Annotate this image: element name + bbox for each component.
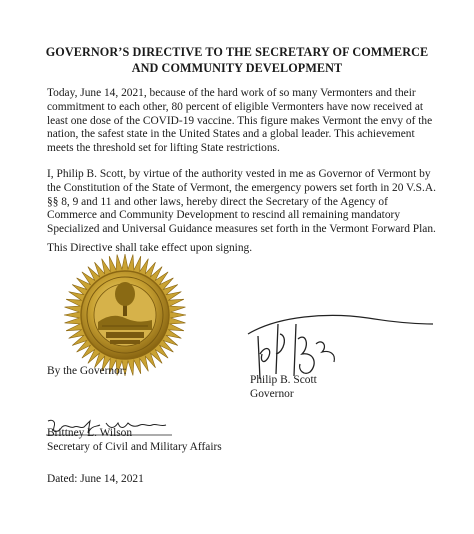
by-the-governor-label: By the Governor: (47, 365, 127, 377)
paragraph-intro: Today, June 14, 2021, because of the hard work of so many Vermonters and their commitment to each other, 80 percent of eligible Vermonters have now received at least one dose of the COVID-19 vaccine. This figure makes Vermont the envy of the nation, the safest state in the United States and a global leader. This achievement meets the threshold set for lifting State restrictions. (47, 87, 433, 155)
document-title (30, 44, 444, 76)
title-line-1: GOVERNOR’S DIRECTIVE TO THE SECRETARY OF COMMERCE (45, 45, 429, 59)
state-seal-icon (62, 252, 188, 378)
paragraph-directive: I, Philip B. Scott, by virtue of the authority vested in me as Governor of Vermont by the Constitution of the State of Vermont, the emergency powers set forth in 20 V.S.A. §§ 8, 9 and 11 and other laws, hereby direct the Secretary of the Agency of Commerce and Community Development to rescind all remaining mandatory Specialized and Universal Guidance measures set forth in the Vermont Forward Plan. (47, 168, 436, 236)
secretary-name: Brittney L. Wilson (47, 427, 133, 439)
dated-line: Dated: June 14, 2021 (47, 473, 144, 485)
paragraph-effective: This Directive shall take effect upon signing. (47, 242, 253, 254)
governor-title: Governor (250, 388, 294, 400)
secretary-title: Secretary of Civil and Military Affairs (47, 441, 222, 453)
governor-signature-icon (218, 294, 438, 386)
governor-name: Philip B. Scott (250, 374, 317, 386)
title-line-2: AND COMMUNITY DEVELOPMENT (131, 61, 343, 75)
